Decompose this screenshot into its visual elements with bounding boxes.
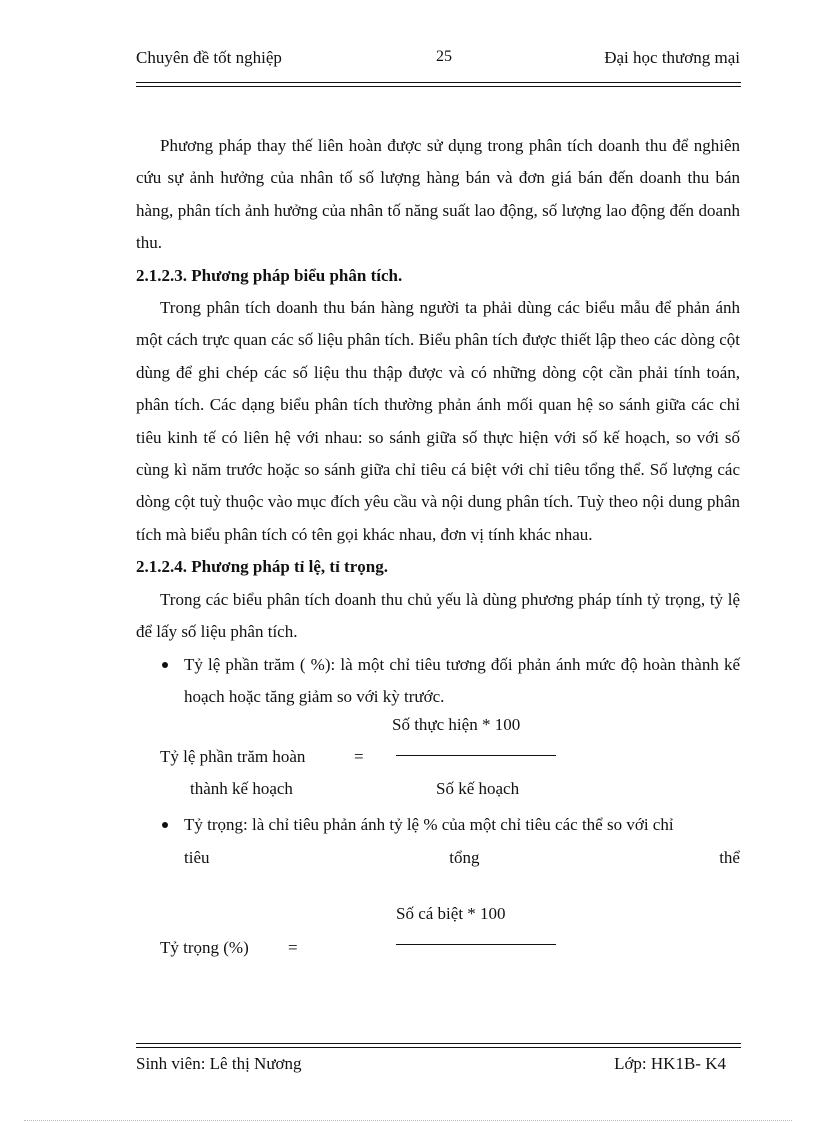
- footer-student: Sinh viên: Lê thị Nương: [136, 1054, 302, 1073]
- header-rule-bottom: [136, 86, 741, 87]
- bullet-percentage: [136, 649, 740, 714]
- section-heading-2-1-2-3: 2.1.2.3. Phương pháp biểu phân tích.: [136, 265, 403, 285]
- word-tong: tổng: [449, 847, 480, 867]
- footer-rule-top: [136, 1043, 741, 1044]
- page-footer: [136, 1054, 740, 1078]
- paragraph-ratio-method: Trong các biểu phân tích doanh thu chủ yếu là dùng phương pháp tính tỷ trọng, tỷ lệ để lấy số liệu phân tích.: [136, 589, 740, 642]
- header-rule-top: [136, 82, 741, 83]
- paragraph-analysis-table-method: Trong phân tích doanh thu bán hàng người ta phải dùng các biểu mẫu để phản ánh một cách trực quan các số liệu phân tích. Biểu phân tích được thiết lập theo các dòng cột dùng để ghi chép các số liệu thu thập được và có những dòng cột cần phải tính toán, phân tích. Các dạng biểu phân tích thường phản ánh mối quan hệ so sánh giữa các chỉ tiêu kinh tế có liên hệ với nhau: so sánh giữa số thực hiện với số kế hoạch, so với số cùng kì năm trước hoặc so sánh giữa chỉ tiêu cá biệt với chỉ tiêu tổng thể. Số lượng các dòng cột tuỳ thuộc vào mục đích yêu cầu và nội dung phân tích. Tuỳ theo nội dung phân tích mà biểu phân tích có tên gọi khác nhau, đơn vị tính khác nhau.: [136, 298, 740, 544]
- word-the: thể: [719, 847, 740, 867]
- bullet-proportion-text: Tỷ trọng: là chỉ tiêu phản ánh tỷ lệ % của một chỉ tiêu các thể so với chỉ: [184, 815, 674, 835]
- paragraph-substitution-method: Phương pháp thay thế liên hoàn được sử dụng trong phân tích doanh thu để nghiên cứu sự ảnh hưởng của nhân tố số lượng hàng bán và đơn giá bán đến doanh thu bán hàng, phân tích ảnh hưởng của nhân tố năng suất lao động, số lượng lao động đến doanh thu.: [136, 136, 740, 253]
- bullet-percentage-text: Tỷ lệ phần trăm ( %): là một chỉ tiêu tương đối phản ánh mức độ hoàn thành kế hoạch hoặc tăng giảm so với kỳ trước.: [184, 654, 740, 706]
- page-header: [136, 48, 740, 72]
- formula2-numerator: Số cá biệt * 100: [396, 904, 506, 924]
- formula2-label: Tỷ trọng (%): [160, 938, 249, 958]
- bullet-icon: [162, 822, 168, 828]
- header-title: Chuyên đề tốt nghiệp: [136, 48, 282, 67]
- bullet-icon: [162, 662, 168, 668]
- footer-class: Lớp: HK1B- K4: [614, 1054, 726, 1073]
- page-bottom-border: [24, 1120, 792, 1121]
- formula1-label-line2: thành kế hoạch: [190, 779, 293, 799]
- bullet-proportion-continuation: [136, 842, 740, 874]
- formula2-equals: =: [288, 938, 298, 958]
- formula1-label-line1: Tỷ lệ phần trăm hoàn: [160, 747, 306, 767]
- bullet-proportion: [136, 809, 740, 841]
- page-number: 25: [436, 48, 452, 65]
- page-content: [136, 130, 740, 974]
- formula-percentage: [136, 713, 740, 809]
- header-institution: Đại học thương mại: [604, 48, 740, 67]
- formula1-fraction-bar: [396, 755, 556, 756]
- formula2-fraction-bar: [396, 944, 556, 945]
- formula1-numerator: Số thực hiện * 100: [392, 715, 521, 735]
- section-heading-2-1-2-4: 2.1.2.4. Phương pháp tỉ lệ, tỉ trọng.: [136, 557, 388, 577]
- formula-proportion: [136, 904, 740, 974]
- footer-rule-bottom: [136, 1047, 741, 1048]
- formula1-equals: =: [354, 747, 364, 767]
- formula1-denominator: Số kế hoạch: [436, 779, 520, 799]
- word-tieu: tiêu: [184, 847, 210, 867]
